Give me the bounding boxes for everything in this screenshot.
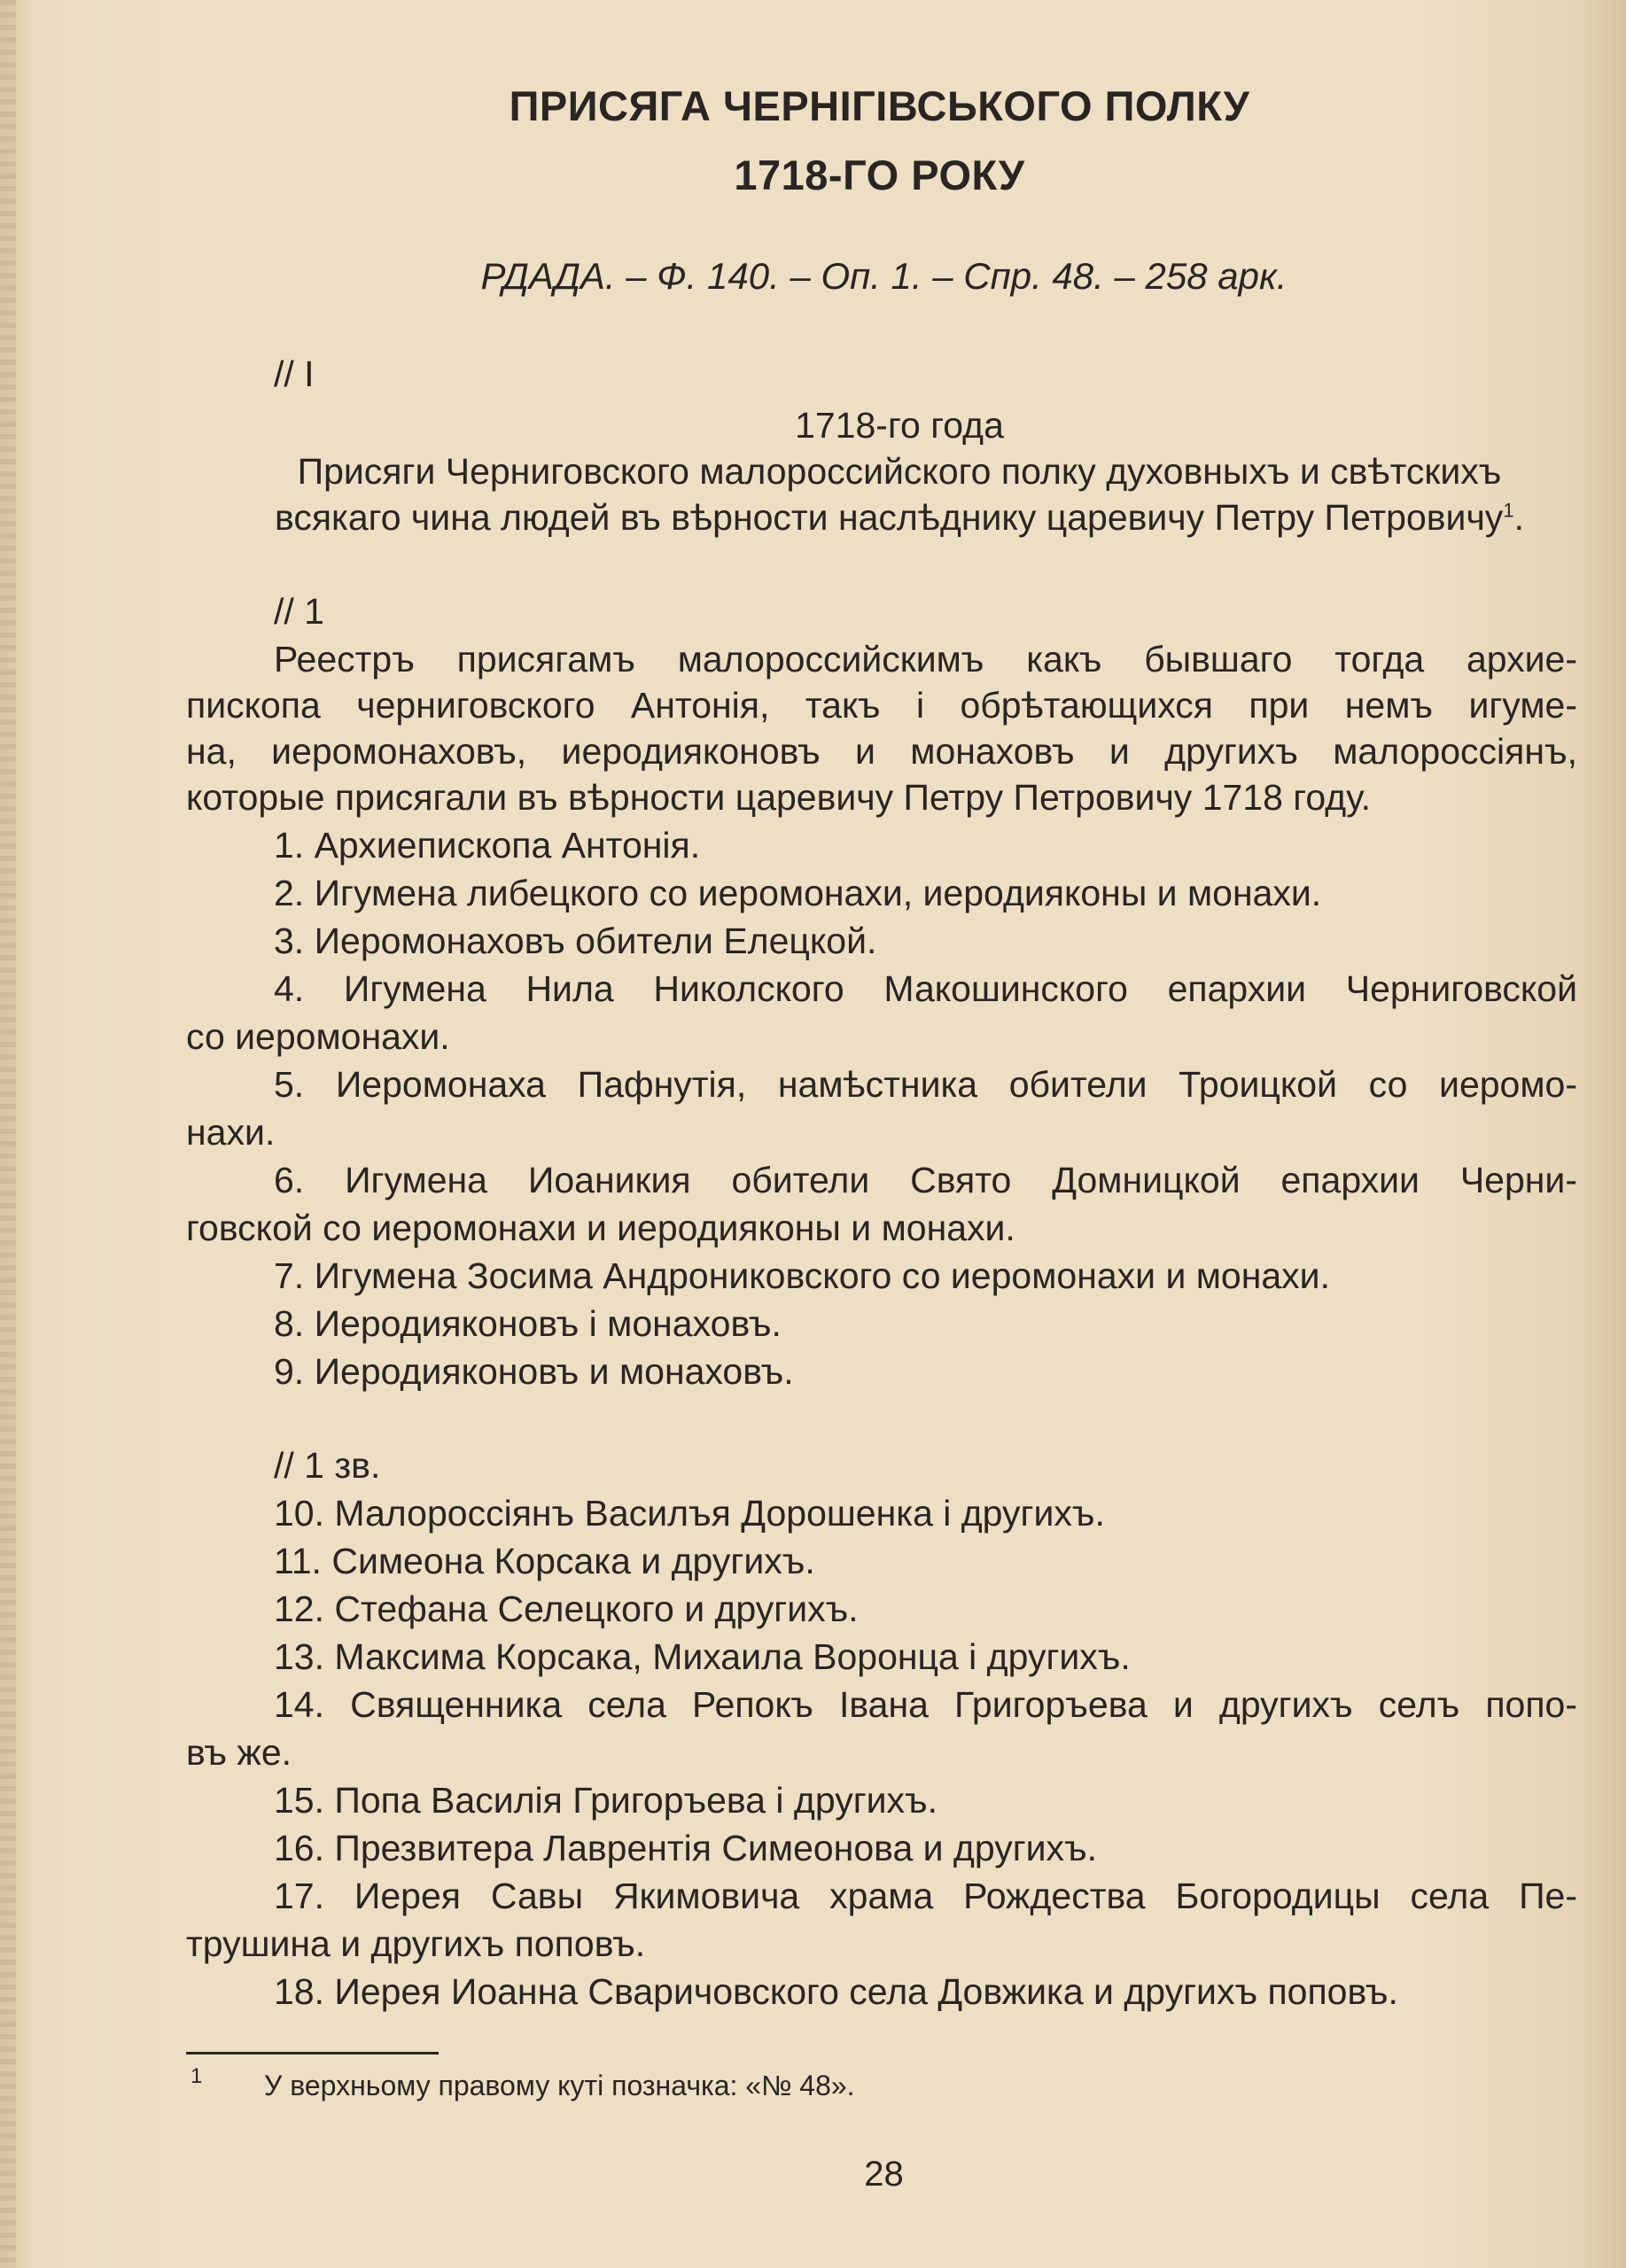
list-item: 3. Иеромонаховъ обители Елецкой. xyxy=(274,920,877,961)
page-number: 28 xyxy=(864,2155,904,2194)
page-binding-edge xyxy=(0,0,16,2268)
footnote-separator xyxy=(186,2052,439,2054)
heading-line1: Присяги Черниговского малороссийского полку духовныхъ и свѣтскихъ xyxy=(297,451,1502,492)
list-item-continuation: въ же. xyxy=(186,1732,292,1773)
list-item-continuation: говской со иеромонахи и иеродияконы и монахи. xyxy=(186,1208,1015,1248)
heading-line2 xyxy=(0,496,1626,540)
list-item: 6. Игумена Иоаникия обители Свято Домницкой епархии Черни- xyxy=(274,1160,1577,1200)
list-item: 14. Священника села Репокъ Івана Григоръева и другихъ селъ попо- xyxy=(274,1684,1577,1725)
list-item: 5. Иеромонаха Пафнутія, намѣстника обители Троицкой со иеромо- xyxy=(274,1064,1577,1105)
list-item: 16. Презвитера Лаврентія Симеонова и другихъ. xyxy=(274,1828,1098,1868)
list-item: 18. Иерея Иоанна Сваричовского села Довжика и другихъ поповъ. xyxy=(274,1971,1398,2012)
list-item: 9. Иеродияконовъ и монаховъ. xyxy=(274,1351,794,1392)
sheet-mark-1: // I xyxy=(274,353,315,394)
heading-date: 1718-го года xyxy=(795,405,1004,446)
intro-line: на, иеромонаховъ, иеродияконовъ и монаховъ и другихъ малороссіянъ, xyxy=(186,731,1577,772)
intro-line: пископа черниговского Антонія, такъ і обрѣтающихся при немъ игуме- xyxy=(186,685,1577,726)
sheet-mark-3: // 1 зв. xyxy=(274,1445,381,1486)
list-item: 4. Игумена Нила Николского Макошинского епархии Черниговской xyxy=(274,968,1577,1009)
list-item: 12. Стефана Селецкого и другихъ. xyxy=(274,1588,859,1629)
list-item-continuation: трушина и другихъ поповъ. xyxy=(186,1923,646,1964)
list-item: 7. Игумена Зосима Андрониковского со иеромонахи и монахи. xyxy=(274,1255,1330,1296)
document-title-line1: ПРИСЯГА ЧЕРНІГІВСЬКОГО ПОЛКУ xyxy=(509,82,1250,129)
archive-reference: РДАДА. – Ф. 140. – Оп. 1. – Спр. 48. – 258 арк. xyxy=(480,255,1288,297)
heading-line2-end: . xyxy=(1513,497,1524,538)
list-item: 1. Архиепископа Антонія. xyxy=(274,825,701,866)
list-item: 2. Игумена либецкого со иеромонахи, иеродияконы и монахи. xyxy=(274,873,1322,913)
list-item: 17. Иерея Савы Якимовича храма Рождества Богородицы села Пе- xyxy=(274,1876,1577,1916)
list-item: 8. Иеродияконовъ і монаховъ. xyxy=(274,1303,782,1344)
footnote-ref: 1 xyxy=(1503,499,1514,522)
intro-line: которые присягали въ вѣрности царевичу Петру Петровичу 1718 году. xyxy=(186,777,1371,818)
sheet-mark-2: // 1 xyxy=(274,591,324,632)
intro-line: Реестръ присягамъ малороссийскимъ какъ бывшаго тогда архие- xyxy=(274,639,1577,680)
footnote-text: У верхньому правому куті позначка: «№ 48». xyxy=(264,2070,855,2101)
list-item: 13. Максима Корсака, Михаила Воронца і другихъ. xyxy=(274,1636,1131,1677)
document-title-line2: 1718-ГО РОКУ xyxy=(734,151,1025,198)
list-item-continuation: нахи. xyxy=(186,1112,276,1153)
footnote-number: 1 xyxy=(191,2064,203,2088)
list-item: 15. Попа Василія Григоръева і другихъ. xyxy=(274,1780,938,1821)
list-item-continuation: со иеромонахи. xyxy=(186,1016,450,1057)
list-item: 10. Малороссіянъ Василъя Дорошенка і другихъ. xyxy=(274,1493,1105,1534)
heading-line2-text: всякаго чина людей въ вѣрности наслѣднику царевичу Петру Петровичу xyxy=(275,497,1504,538)
list-item: 11. Симеона Корсака и другихъ. xyxy=(274,1541,815,1581)
